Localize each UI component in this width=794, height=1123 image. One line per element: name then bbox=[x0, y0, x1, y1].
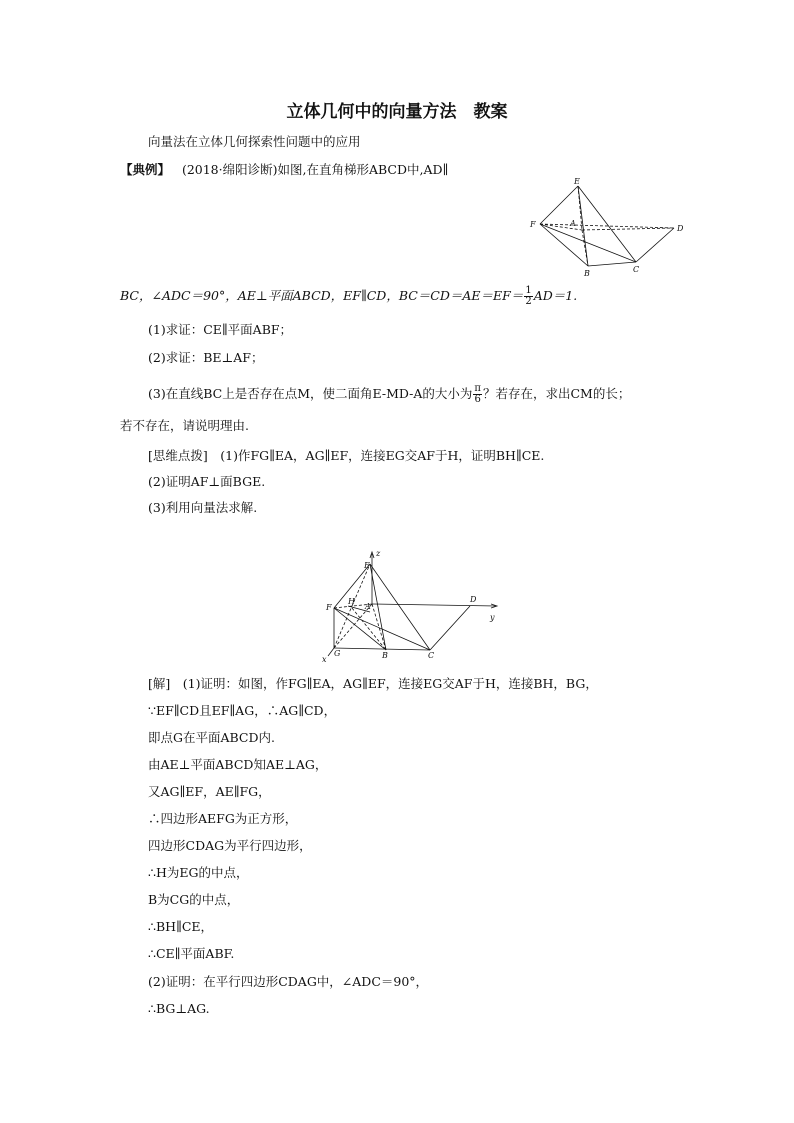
fraction-half: $\frac{1}{2}$ bbox=[525, 285, 532, 307]
fig1-label-B: B bbox=[584, 269, 590, 278]
solution-line: 四边形CDAG为平行四边形， bbox=[148, 838, 312, 853]
solution-line: ∵EF∥CD且EF∥AG，∴AG∥CD， bbox=[148, 703, 337, 718]
hint-3: (3)利用向量法求解. bbox=[148, 500, 258, 515]
solution-line: [解] (1)证明：如图，作FG∥EA，AG∥EF，连接EG交AF于H，连接BH，BG， bbox=[148, 676, 598, 691]
question-1: (1)求证：CE∥平面ABF； bbox=[148, 322, 293, 337]
fig1-label-D: D bbox=[677, 224, 684, 233]
solution-line: (2)证明：在平行四边形CDAG中，∠ADC＝90°， bbox=[148, 974, 429, 989]
solution-line: ∴H为EG的中点， bbox=[148, 865, 249, 880]
fig2-label-H: H bbox=[348, 597, 355, 606]
fig1-label-A: A bbox=[570, 219, 576, 228]
fig2-label-y: y bbox=[490, 613, 495, 622]
solution-line: ∴BH∥CE， bbox=[148, 919, 214, 934]
fig2-label-x: x bbox=[322, 655, 327, 664]
fig2-label-E: E bbox=[364, 561, 370, 570]
solution-line: 由AE⊥平面ABCD知AE⊥AG， bbox=[148, 757, 328, 772]
example-conditions: BC，∠ADC＝90°，AE⊥平面ABCD，EF∥CD，BC＝CD＝AE＝EF＝ $\frac{1}{2}$ AD＝1. bbox=[120, 285, 578, 307]
hint-2: (2)证明AF⊥面BGE. bbox=[148, 474, 266, 489]
fraction-pi-6: $\frac{\pi}{6}$ bbox=[474, 383, 481, 405]
fig2-label-G: G bbox=[334, 649, 341, 658]
question-3: (3)在直线BC上是否存在点M，使二面角E-MD-A的大小为 $\frac{\pi}{6}$ ？若存在，求出CM的长； bbox=[148, 383, 631, 405]
fig2-label-D: D bbox=[470, 595, 477, 604]
fig2-label-B: B bbox=[382, 651, 388, 660]
question-2: (2)求证：BE⊥AF； bbox=[148, 350, 264, 365]
figure-trapezoid bbox=[526, 174, 690, 280]
question-3-cont: 若不存在，请说明理由. bbox=[120, 418, 249, 433]
fig1-label-C: C bbox=[633, 265, 640, 274]
example-label: 【典例】 bbox=[120, 162, 171, 177]
fig1-label-F: F bbox=[530, 220, 536, 229]
page-title: 立体几何中的向量方法 教案 bbox=[286, 102, 508, 122]
solution-line: ∴四边形AEFG为正方形， bbox=[148, 811, 298, 826]
fig2-label-z: z bbox=[376, 549, 381, 558]
fig2-label-A: A bbox=[365, 602, 371, 611]
solution-line: 即点G在平面ABCD内. bbox=[148, 730, 275, 745]
example-intro bbox=[120, 162, 448, 178]
fig2-label-C: C bbox=[428, 651, 435, 660]
solution-line: 又AG∥EF，AE∥FG， bbox=[148, 784, 271, 799]
hint-1: [思维点拨] (1)作FG∥EA，AG∥EF，连接EG交AF于H，证明BH∥CE. bbox=[148, 448, 545, 463]
figure-coordinate bbox=[318, 546, 506, 664]
subtitle: 向量法在立体几何探索性问题中的应用 bbox=[148, 134, 361, 149]
solution-line: B为CG的中点， bbox=[148, 892, 240, 907]
fig1-label-E: E bbox=[574, 177, 580, 186]
fig2-label-F: F bbox=[326, 603, 332, 612]
example-text: (2018·绵阳诊断)如图,在直角梯形ABCD中,AD∥ bbox=[181, 162, 449, 177]
solution-line: ∴CE∥平面ABF. bbox=[148, 946, 235, 961]
solution-line: ∴BG⊥AG. bbox=[148, 1001, 210, 1016]
